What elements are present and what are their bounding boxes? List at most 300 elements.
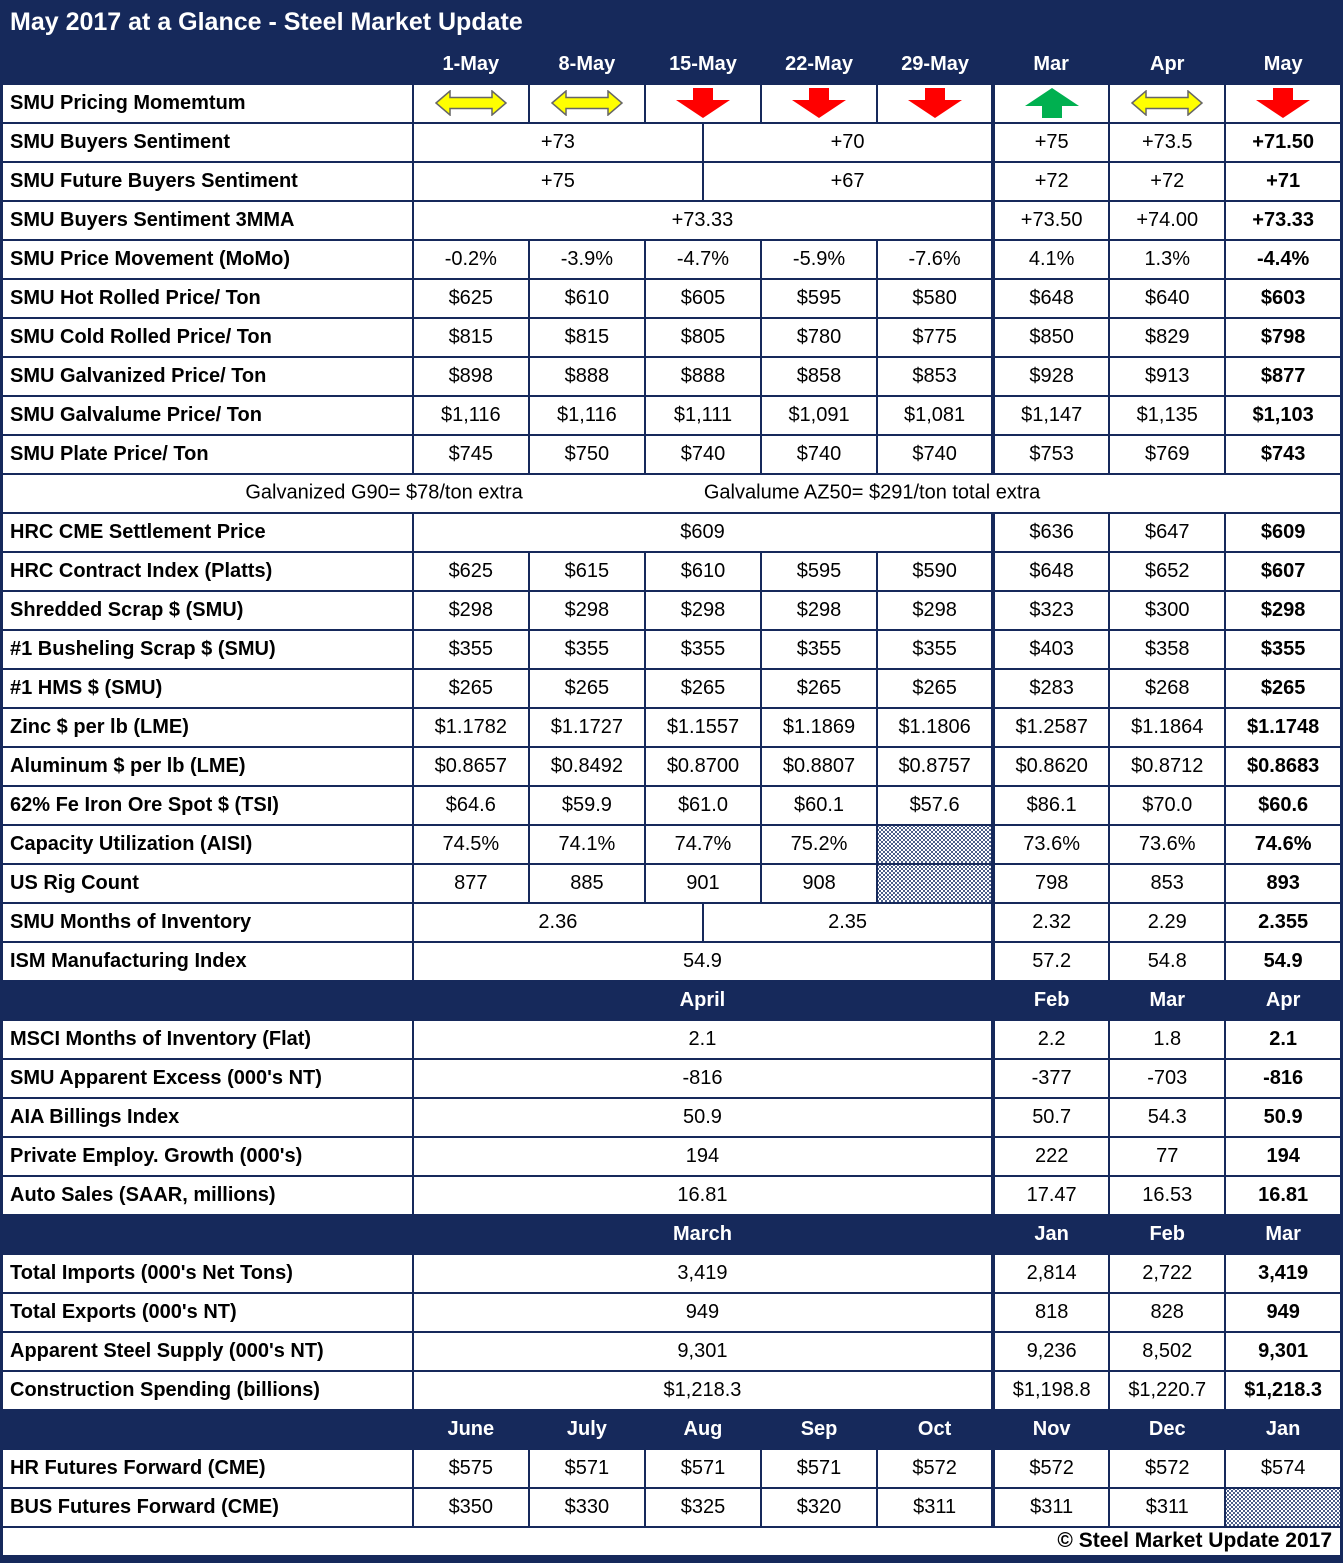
row-label-section_months — [2, 1410, 413, 1449]
cell-hrc_cme_settlement-3: $609 — [1225, 513, 1341, 552]
cell-aia_billings-1: 50.7 — [993, 1098, 1109, 1137]
cell-galvalume-5: $1,147 — [993, 396, 1109, 435]
row-price_movement_momo — [2, 240, 1342, 279]
row-label-hrc_contract_platts: HRC Contract Index (Platts) — [2, 552, 413, 591]
row-capacity_utilization — [2, 825, 1342, 864]
column-header-22-may: 22-May — [761, 46, 877, 84]
cell-msci_months_inventory-3: 2.1 — [1225, 1020, 1341, 1059]
row-msci_months_inventory — [2, 1020, 1342, 1059]
cell-busheling_scrap-3: $355 — [761, 630, 877, 669]
row-label-us_rig_count: US Rig Count — [2, 864, 413, 903]
cell-bus_futures-6: $311 — [1109, 1488, 1225, 1527]
cell-section_months-5: Nov — [993, 1410, 1109, 1449]
cell-capacity_utilization-6: 73.6% — [1109, 825, 1225, 864]
column-header-apr: Apr — [1109, 46, 1225, 84]
cell-galvanized-4: $853 — [877, 357, 993, 396]
column-header-may: May — [1225, 46, 1341, 84]
cell-aluminum_lme-1: $0.8492 — [529, 747, 645, 786]
cell-future_buyers_sentiment-0: +75 — [413, 162, 703, 201]
cell-aluminum_lme-4: $0.8757 — [877, 747, 993, 786]
cell-future_buyers_sentiment-3: +72 — [1109, 162, 1225, 201]
cell-apparent_steel_supply-2: 8,502 — [1109, 1332, 1225, 1371]
row-construction_spending — [2, 1371, 1342, 1410]
cell-hot_rolled-7: $603 — [1225, 279, 1341, 318]
cell-zinc_lme-5: $1.2587 — [993, 708, 1109, 747]
cell-hot_rolled-5: $648 — [993, 279, 1109, 318]
extras-note-cell — [2, 474, 1342, 513]
column-header-row — [2, 46, 1342, 84]
column-header-29-may: 29-May — [877, 46, 993, 84]
cell-construction_spending-2: $1,220.7 — [1109, 1371, 1225, 1410]
cell-shredded_scrap-5: $323 — [993, 591, 1109, 630]
hatch-no-data-cell — [877, 864, 993, 903]
cell-hr_futures-7: $574 — [1225, 1449, 1341, 1488]
cell-iron_ore_tsi-6: $70.0 — [1109, 786, 1225, 825]
cell-apparent_steel_supply-1: 9,236 — [993, 1332, 1109, 1371]
row-cold_rolled — [2, 318, 1342, 357]
cell-auto_sales-0: 16.81 — [413, 1176, 993, 1215]
cell-pricing_momentum-1 — [529, 84, 645, 123]
cell-aia_billings-0: 50.9 — [413, 1098, 993, 1137]
cell-galvalume-0: $1,116 — [413, 396, 529, 435]
column-header-8-may: 8-May — [529, 46, 645, 84]
cell-plate-5: $753 — [993, 435, 1109, 474]
row-shredded_scrap — [2, 591, 1342, 630]
cell-hr_futures-0: $575 — [413, 1449, 529, 1488]
cell-plate-4: $740 — [877, 435, 993, 474]
cell-busheling_scrap-4: $355 — [877, 630, 993, 669]
cell-smu_apparent_excess-2: -703 — [1109, 1059, 1225, 1098]
cell-price_movement_momo-2: -4.7% — [645, 240, 761, 279]
row-smu_months_inventory — [2, 903, 1342, 942]
cell-price_movement_momo-0: -0.2% — [413, 240, 529, 279]
cell-bus_futures-2: $325 — [645, 1488, 761, 1527]
cell-private_employ_growth-1: 222 — [993, 1137, 1109, 1176]
cell-buyers_sentiment-0: +73 — [413, 123, 703, 162]
cell-zinc_lme-6: $1.1864 — [1109, 708, 1225, 747]
cell-hms-7: $265 — [1225, 669, 1341, 708]
cell-iron_ore_tsi-4: $57.6 — [877, 786, 993, 825]
header-corner-cell — [2, 46, 413, 84]
steel-market-table — [0, 44, 1343, 1555]
row-extras_note — [2, 474, 1342, 513]
row-pricing_momentum — [2, 84, 1342, 123]
copyright: © Steel Market Update 2017 — [2, 1527, 1342, 1555]
row-future_buyers_sentiment — [2, 162, 1342, 201]
row-section_march — [2, 1215, 1342, 1254]
cell-aluminum_lme-0: $0.8657 — [413, 747, 529, 786]
cell-aluminum_lme-5: $0.8620 — [993, 747, 1109, 786]
cell-us_rig_count-3: 908 — [761, 864, 877, 903]
cell-hot_rolled-3: $595 — [761, 279, 877, 318]
row-hr_futures — [2, 1449, 1342, 1488]
row-label-zinc_lme: Zinc $ per lb (LME) — [2, 708, 413, 747]
cell-total_imports-3: 3,419 — [1225, 1254, 1341, 1293]
cell-busheling_scrap-6: $358 — [1109, 630, 1225, 669]
down-arrow-icon — [1256, 88, 1310, 118]
cell-hot_rolled-0: $625 — [413, 279, 529, 318]
cell-smu_apparent_excess-3: -816 — [1225, 1059, 1341, 1098]
cell-hrc_contract_platts-2: $610 — [645, 552, 761, 591]
cell-smu_months_inventory-1: 2.35 — [703, 903, 993, 942]
row-section_months — [2, 1410, 1342, 1449]
cell-apparent_steel_supply-0: 9,301 — [413, 1332, 993, 1371]
cell-aluminum_lme-6: $0.8712 — [1109, 747, 1225, 786]
row-label-hr_futures: HR Futures Forward (CME) — [2, 1449, 413, 1488]
galvalume-extra-note: Galvalume AZ50= $291/ton total extra — [703, 481, 1041, 504]
row-galvalume — [2, 396, 1342, 435]
cell-section_months-3: Sep — [761, 1410, 877, 1449]
cell-iron_ore_tsi-2: $61.0 — [645, 786, 761, 825]
cell-hot_rolled-6: $640 — [1109, 279, 1225, 318]
cell-shredded_scrap-4: $298 — [877, 591, 993, 630]
cell-hms-1: $265 — [529, 669, 645, 708]
cell-total_imports-0: 3,419 — [413, 1254, 993, 1293]
cell-hrc_cme_settlement-1: $636 — [993, 513, 1109, 552]
row-aluminum_lme — [2, 747, 1342, 786]
row-label-bus_futures: BUS Futures Forward (CME) — [2, 1488, 413, 1527]
cell-plate-1: $750 — [529, 435, 645, 474]
cell-bus_futures-5: $311 — [993, 1488, 1109, 1527]
cell-cold_rolled-4: $775 — [877, 318, 993, 357]
row-label-cold_rolled: SMU Cold Rolled Price/ Ton — [2, 318, 413, 357]
cell-price_movement_momo-3: -5.9% — [761, 240, 877, 279]
cell-iron_ore_tsi-5: $86.1 — [993, 786, 1109, 825]
cell-section_months-1: July — [529, 1410, 645, 1449]
cell-hrc_contract_platts-4: $590 — [877, 552, 993, 591]
cell-aluminum_lme-2: $0.8700 — [645, 747, 761, 786]
row-total_exports — [2, 1293, 1342, 1332]
cell-hrc_contract_platts-7: $607 — [1225, 552, 1341, 591]
cell-busheling_scrap-2: $355 — [645, 630, 761, 669]
cell-galvanized-2: $888 — [645, 357, 761, 396]
cell-us_rig_count-2: 901 — [645, 864, 761, 903]
cell-section_april-3: Apr — [1225, 981, 1341, 1020]
cell-pricing_momentum-6 — [1109, 84, 1225, 123]
row-label-buyers_sentiment: SMU Buyers Sentiment — [2, 123, 413, 162]
cell-galvanized-3: $858 — [761, 357, 877, 396]
cell-hr_futures-2: $571 — [645, 1449, 761, 1488]
down-arrow-icon — [908, 88, 962, 118]
cell-construction_spending-3: $1,218.3 — [1225, 1371, 1341, 1410]
cell-ism_index-0: 54.9 — [413, 942, 993, 981]
cell-capacity_utilization-7: 74.6% — [1225, 825, 1341, 864]
row-smu_apparent_excess — [2, 1059, 1342, 1098]
cell-section_march-0: March — [413, 1215, 993, 1254]
cell-buyers_sentiment_3mma-1: +73.50 — [993, 201, 1109, 240]
cell-smu_months_inventory-2: 2.32 — [993, 903, 1109, 942]
cell-us_rig_count-7: 893 — [1225, 864, 1341, 903]
row-plate — [2, 435, 1342, 474]
cell-hr_futures-5: $572 — [993, 1449, 1109, 1488]
cell-us_rig_count-0: 877 — [413, 864, 529, 903]
cell-pricing_momentum-7 — [1225, 84, 1341, 123]
cell-apparent_steel_supply-3: 9,301 — [1225, 1332, 1341, 1371]
row-hot_rolled — [2, 279, 1342, 318]
cell-hrc_contract_platts-1: $615 — [529, 552, 645, 591]
cell-us_rig_count-5: 798 — [993, 864, 1109, 903]
cell-buyers_sentiment_3mma-0: +73.33 — [413, 201, 993, 240]
cell-galvalume-6: $1,135 — [1109, 396, 1225, 435]
row-label-smu_apparent_excess: SMU Apparent Excess (000's NT) — [2, 1059, 413, 1098]
cell-zinc_lme-3: $1.1869 — [761, 708, 877, 747]
cell-price_movement_momo-1: -3.9% — [529, 240, 645, 279]
row-zinc_lme — [2, 708, 1342, 747]
cell-iron_ore_tsi-7: $60.6 — [1225, 786, 1341, 825]
cell-galvalume-3: $1,091 — [761, 396, 877, 435]
cell-hr_futures-1: $571 — [529, 1449, 645, 1488]
cell-busheling_scrap-7: $355 — [1225, 630, 1341, 669]
row-label-construction_spending: Construction Spending (billions) — [2, 1371, 413, 1410]
row-label-hrc_cme_settlement: HRC CME Settlement Price — [2, 513, 413, 552]
row-iron_ore_tsi — [2, 786, 1342, 825]
cell-iron_ore_tsi-3: $60.1 — [761, 786, 877, 825]
row-buyers_sentiment_3mma — [2, 201, 1342, 240]
cell-smu_months_inventory-0: 2.36 — [413, 903, 703, 942]
cell-iron_ore_tsi-1: $59.9 — [529, 786, 645, 825]
cell-zinc_lme-0: $1.1782 — [413, 708, 529, 747]
cell-shredded_scrap-6: $300 — [1109, 591, 1225, 630]
row-label-aluminum_lme: Aluminum $ per lb (LME) — [2, 747, 413, 786]
table-body — [2, 84, 1342, 1527]
cell-buyers_sentiment_3mma-2: +74.00 — [1109, 201, 1225, 240]
row-label-shredded_scrap: Shredded Scrap $ (SMU) — [2, 591, 413, 630]
cell-shredded_scrap-2: $298 — [645, 591, 761, 630]
cell-plate-0: $745 — [413, 435, 529, 474]
row-hms — [2, 669, 1342, 708]
cell-future_buyers_sentiment-4: +71 — [1225, 162, 1341, 201]
cell-total_exports-2: 828 — [1109, 1293, 1225, 1332]
cell-shredded_scrap-7: $298 — [1225, 591, 1341, 630]
row-section_april — [2, 981, 1342, 1020]
cell-ism_index-3: 54.9 — [1225, 942, 1341, 981]
cell-hot_rolled-2: $605 — [645, 279, 761, 318]
cell-section_april-1: Feb — [993, 981, 1109, 1020]
hatch-no-data-cell — [1225, 1488, 1341, 1527]
cell-capacity_utilization-3: 75.2% — [761, 825, 877, 864]
cell-cold_rolled-6: $829 — [1109, 318, 1225, 357]
cell-cold_rolled-2: $805 — [645, 318, 761, 357]
cell-plate-2: $740 — [645, 435, 761, 474]
row-us_rig_count — [2, 864, 1342, 903]
double-arrow-icon — [1131, 90, 1203, 116]
cell-cold_rolled-0: $815 — [413, 318, 529, 357]
cell-zinc_lme-2: $1.1557 — [645, 708, 761, 747]
cell-price_movement_momo-4: -7.6% — [877, 240, 993, 279]
cell-capacity_utilization-0: 74.5% — [413, 825, 529, 864]
cell-pricing_momentum-0 — [413, 84, 529, 123]
cell-construction_spending-1: $1,198.8 — [993, 1371, 1109, 1410]
cell-smu_apparent_excess-1: -377 — [993, 1059, 1109, 1098]
row-label-private_employ_growth: Private Employ. Growth (000's) — [2, 1137, 413, 1176]
row-label-busheling_scrap: #1 Busheling Scrap $ (SMU) — [2, 630, 413, 669]
cell-section_april-2: Mar — [1109, 981, 1225, 1020]
cell-pricing_momentum-3 — [761, 84, 877, 123]
hatch-no-data-cell — [877, 825, 993, 864]
cell-hot_rolled-1: $610 — [529, 279, 645, 318]
cell-capacity_utilization-5: 73.6% — [993, 825, 1109, 864]
cell-private_employ_growth-2: 77 — [1109, 1137, 1225, 1176]
cell-msci_months_inventory-2: 1.8 — [1109, 1020, 1225, 1059]
cell-future_buyers_sentiment-1: +67 — [703, 162, 993, 201]
row-private_employ_growth — [2, 1137, 1342, 1176]
cell-section_march-3: Mar — [1225, 1215, 1341, 1254]
cell-total_exports-0: 949 — [413, 1293, 993, 1332]
row-busheling_scrap — [2, 630, 1342, 669]
cell-hr_futures-4: $572 — [877, 1449, 993, 1488]
cell-us_rig_count-6: 853 — [1109, 864, 1225, 903]
row-label-hot_rolled: SMU Hot Rolled Price/ Ton — [2, 279, 413, 318]
cell-total_imports-1: 2,814 — [993, 1254, 1109, 1293]
cell-bus_futures-0: $350 — [413, 1488, 529, 1527]
row-label-plate: SMU Plate Price/ Ton — [2, 435, 413, 474]
row-label-ism_index: ISM Manufacturing Index — [2, 942, 413, 981]
column-header-1-may: 1-May — [413, 46, 529, 84]
row-label-buyers_sentiment_3mma: SMU Buyers Sentiment 3MMA — [2, 201, 413, 240]
cell-zinc_lme-1: $1.1727 — [529, 708, 645, 747]
cell-galvalume-1: $1,116 — [529, 396, 645, 435]
cell-aia_billings-2: 54.3 — [1109, 1098, 1225, 1137]
down-arrow-icon — [676, 88, 730, 118]
cell-total_exports-3: 949 — [1225, 1293, 1341, 1332]
cell-smu_months_inventory-4: 2.355 — [1225, 903, 1341, 942]
row-label-price_movement_momo: SMU Price Movement (MoMo) — [2, 240, 413, 279]
cell-cold_rolled-5: $850 — [993, 318, 1109, 357]
row-auto_sales — [2, 1176, 1342, 1215]
row-total_imports — [2, 1254, 1342, 1293]
cell-galvalume-7: $1,103 — [1225, 396, 1341, 435]
cell-section_months-6: Dec — [1109, 1410, 1225, 1449]
galvanized-extra-note: Galvanized G90= $78/ton extra — [245, 481, 523, 504]
cell-galvanized-6: $913 — [1109, 357, 1225, 396]
cell-hrc_contract_platts-0: $625 — [413, 552, 529, 591]
row-label-total_imports: Total Imports (000's Net Tons) — [2, 1254, 413, 1293]
cell-construction_spending-0: $1,218.3 — [413, 1371, 993, 1410]
row-label-aia_billings: AIA Billings Index — [2, 1098, 413, 1137]
cell-price_movement_momo-6: 1.3% — [1109, 240, 1225, 279]
cell-galvanized-5: $928 — [993, 357, 1109, 396]
cell-hms-6: $268 — [1109, 669, 1225, 708]
cell-hms-5: $283 — [993, 669, 1109, 708]
cell-capacity_utilization-2: 74.7% — [645, 825, 761, 864]
row-label-section_march — [2, 1215, 413, 1254]
cell-auto_sales-2: 16.53 — [1109, 1176, 1225, 1215]
row-label-total_exports: Total Exports (000's NT) — [2, 1293, 413, 1332]
row-hrc_contract_platts — [2, 552, 1342, 591]
cell-price_movement_momo-7: -4.4% — [1225, 240, 1341, 279]
cell-msci_months_inventory-1: 2.2 — [993, 1020, 1109, 1059]
cell-zinc_lme-4: $1.1806 — [877, 708, 993, 747]
row-galvanized — [2, 357, 1342, 396]
row-label-smu_months_inventory: SMU Months of Inventory — [2, 903, 413, 942]
cell-pricing_momentum-4 — [877, 84, 993, 123]
cell-galvanized-7: $877 — [1225, 357, 1341, 396]
cell-private_employ_growth-0: 194 — [413, 1137, 993, 1176]
cell-capacity_utilization-1: 74.1% — [529, 825, 645, 864]
cell-plate-3: $740 — [761, 435, 877, 474]
cell-us_rig_count-1: 885 — [529, 864, 645, 903]
bottom-border-strip — [0, 1555, 1343, 1563]
cell-pricing_momentum-2 — [645, 84, 761, 123]
cell-buyers_sentiment-2: +75 — [993, 123, 1109, 162]
cell-hrc_contract_platts-5: $648 — [993, 552, 1109, 591]
row-label-apparent_steel_supply: Apparent Steel Supply (000's NT) — [2, 1332, 413, 1371]
cell-private_employ_growth-3: 194 — [1225, 1137, 1341, 1176]
cell-galvalume-2: $1,111 — [645, 396, 761, 435]
row-apparent_steel_supply — [2, 1332, 1342, 1371]
cell-hms-4: $265 — [877, 669, 993, 708]
column-header-mar: Mar — [993, 46, 1109, 84]
cell-pricing_momentum-5 — [993, 84, 1109, 123]
row-label-capacity_utilization: Capacity Utilization (AISI) — [2, 825, 413, 864]
row-buyers_sentiment — [2, 123, 1342, 162]
row-label-galvalume: SMU Galvalume Price/ Ton — [2, 396, 413, 435]
row-aia_billings — [2, 1098, 1342, 1137]
row-label-auto_sales: Auto Sales (SAAR, millions) — [2, 1176, 413, 1215]
cell-cold_rolled-1: $815 — [529, 318, 645, 357]
cell-future_buyers_sentiment-2: +72 — [993, 162, 1109, 201]
cell-galvanized-0: $898 — [413, 357, 529, 396]
cell-msci_months_inventory-0: 2.1 — [413, 1020, 993, 1059]
cell-total_exports-1: 818 — [993, 1293, 1109, 1332]
cell-cold_rolled-3: $780 — [761, 318, 877, 357]
cell-plate-6: $769 — [1109, 435, 1225, 474]
cell-price_movement_momo-5: 4.1% — [993, 240, 1109, 279]
cell-auto_sales-3: 16.81 — [1225, 1176, 1341, 1215]
cell-galvanized-1: $888 — [529, 357, 645, 396]
cell-hrc_contract_platts-3: $595 — [761, 552, 877, 591]
cell-auto_sales-1: 17.47 — [993, 1176, 1109, 1215]
row-label-pricing_momentum: SMU Pricing Momemtum — [2, 84, 413, 123]
row-label-future_buyers_sentiment: SMU Future Buyers Sentiment — [2, 162, 413, 201]
row-label-msci_months_inventory: MSCI Months of Inventory (Flat) — [2, 1020, 413, 1059]
cell-total_imports-2: 2,722 — [1109, 1254, 1225, 1293]
cell-buyers_sentiment-3: +73.5 — [1109, 123, 1225, 162]
cell-bus_futures-1: $330 — [529, 1488, 645, 1527]
cell-smu_months_inventory-3: 2.29 — [1109, 903, 1225, 942]
cell-shredded_scrap-0: $298 — [413, 591, 529, 630]
cell-shredded_scrap-3: $298 — [761, 591, 877, 630]
row-bus_futures — [2, 1488, 1342, 1527]
cell-ism_index-2: 54.8 — [1109, 942, 1225, 981]
cell-hms-2: $265 — [645, 669, 761, 708]
cell-hot_rolled-4: $580 — [877, 279, 993, 318]
cell-section_months-2: Aug — [645, 1410, 761, 1449]
up-arrow-icon — [1025, 88, 1079, 118]
cell-hr_futures-6: $572 — [1109, 1449, 1225, 1488]
column-header-15-may: 15-May — [645, 46, 761, 84]
cell-section_months-7: Jan — [1225, 1410, 1341, 1449]
cell-hrc_contract_platts-6: $652 — [1109, 552, 1225, 591]
cell-busheling_scrap-0: $355 — [413, 630, 529, 669]
down-arrow-icon — [792, 88, 846, 118]
cell-cold_rolled-7: $798 — [1225, 318, 1341, 357]
cell-hrc_cme_settlement-2: $647 — [1109, 513, 1225, 552]
row-label-iron_ore_tsi: 62% Fe Iron Ore Spot $ (TSI) — [2, 786, 413, 825]
cell-bus_futures-3: $320 — [761, 1488, 877, 1527]
cell-section_march-2: Feb — [1109, 1215, 1225, 1254]
cell-aluminum_lme-7: $0.8683 — [1225, 747, 1341, 786]
page-title: May 2017 at a Glance - Steel Market Update — [0, 0, 1343, 44]
cell-section_march-1: Jan — [993, 1215, 1109, 1254]
cell-galvalume-4: $1,081 — [877, 396, 993, 435]
row-hrc_cme_settlement — [2, 513, 1342, 552]
cell-busheling_scrap-1: $355 — [529, 630, 645, 669]
row-ism_index — [2, 942, 1342, 981]
cell-iron_ore_tsi-0: $64.6 — [413, 786, 529, 825]
cell-smu_apparent_excess-0: -816 — [413, 1059, 993, 1098]
cell-busheling_scrap-5: $403 — [993, 630, 1109, 669]
